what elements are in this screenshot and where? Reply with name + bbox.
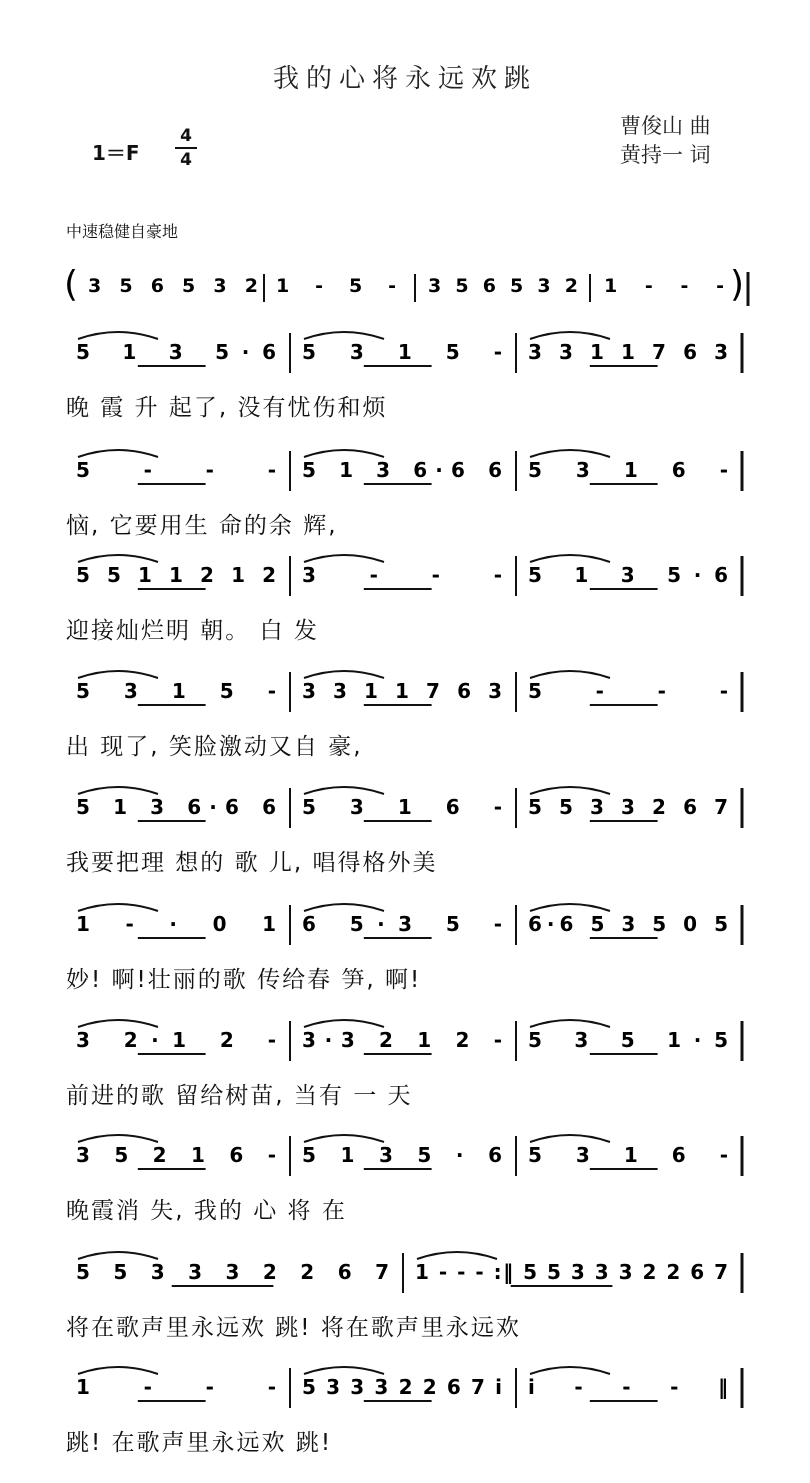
notation-row-4: [0, 664, 810, 726]
lyrics-row-2: 恼, 它要用生 命的余 辉,: [66, 513, 338, 539]
intro-measure-4: 1 - - -: [604, 275, 724, 297]
slur: [304, 904, 384, 911]
song-title: 我的心将永远欢跳: [272, 64, 537, 94]
intro-close-paren: ): [730, 264, 745, 305]
slur: [530, 1020, 610, 1027]
slur: [78, 1252, 158, 1259]
lyrics-row-7: 前进的歌 留给树苗, 当有 一 天: [66, 1083, 413, 1109]
measure-notes: 5 1 3 6·6 6: [76, 795, 276, 819]
slur: [78, 450, 158, 457]
score-row-9: [0, 1245, 810, 1355]
measure-notes: 5 1 3 5·6: [528, 563, 728, 587]
slur: [530, 1367, 610, 1374]
slur: [78, 787, 158, 794]
measure-notes: 5 3 3 3 2 2 6 7 i: [302, 1375, 502, 1399]
measure-notes: 5 3 5 1·5: [528, 1028, 728, 1052]
measure-notes: 5 - - -: [76, 458, 276, 482]
lyrics-row-3: 迎接灿烂明 朝。 白 发: [66, 618, 319, 644]
measure-notes: i - - - ‖: [528, 1375, 728, 1399]
score-row-6: [0, 897, 810, 1007]
slur: [530, 787, 610, 794]
measure-notes: 5 1 3 6·6 6: [302, 458, 502, 482]
measure-notes: 3 3 1 1 7 6 3: [302, 679, 502, 703]
intro-measure-3: 3 5 6 5 3 2: [428, 275, 578, 297]
slur: [78, 1367, 158, 1374]
lyrics-row-6: 妙! 啊!壮丽的歌 传给春 笋, 啊!: [66, 967, 422, 993]
lyricist-credit: 黄持一 词: [620, 143, 711, 167]
lyrics-row-8: 晚霞消 失, 我的 心 将 在: [66, 1198, 347, 1224]
measure-notes: 5 3 1 6 -: [528, 458, 728, 482]
lyrics-row-1: 晚 霞 升 起了, 没有忧伤和烦: [66, 395, 388, 421]
notation-row-10: [0, 1360, 810, 1422]
time-signature-top: 4: [180, 126, 192, 146]
slur: [304, 555, 384, 562]
measure-notes: 5 - - -: [528, 679, 728, 703]
measure-notes: 3 - - -: [302, 563, 502, 587]
notation-row-1: [0, 325, 810, 387]
notation-row-9: [0, 1245, 810, 1307]
time-signature: [175, 126, 197, 170]
measure-notes: 5 1 3 5 · 6: [302, 1143, 502, 1167]
measure-notes: 3 3 1 1 7 6 3: [528, 340, 728, 364]
time-signature-line: [175, 147, 197, 149]
slur: [78, 555, 158, 562]
measure-notes: 1 - · 0 1: [76, 912, 276, 936]
score-row-7: [0, 1013, 810, 1123]
measure-notes: 6·6 5 3 5 0 5: [528, 912, 728, 936]
notation-row-7: [0, 1013, 810, 1075]
lyrics-row-5: 我要把理 想的 歌 儿, 唱得格外美: [66, 850, 438, 876]
measure-notes: 5 1 3 5·6: [76, 340, 276, 364]
score-row-4: [0, 664, 810, 774]
score-row-1: [0, 325, 810, 435]
intro-measure-2: 1 - 5 -: [276, 275, 396, 297]
score-row-10: [0, 1360, 810, 1470]
measure-notes: 5 3 1 6 -: [302, 795, 502, 819]
slur: [78, 1020, 158, 1027]
notation-row-2: [0, 443, 810, 505]
slur: [78, 332, 158, 339]
slur: [417, 1252, 497, 1259]
intro-open-paren: (: [64, 264, 79, 305]
notation-row-8: [0, 1128, 810, 1190]
measure-notes: 1 - - - :‖ 5 5 3 3 3 2 2 6 7: [415, 1260, 728, 1284]
lyrics-row-9: 将在歌声里永远欢 跳! 将在歌声里永远欢: [66, 1315, 521, 1341]
notation-row-5: [0, 780, 810, 842]
measure-notes: 1 - - -: [76, 1375, 276, 1399]
slur: [78, 671, 158, 678]
slur: [304, 332, 384, 339]
score-row-8: [0, 1128, 810, 1238]
intro-measure-1: 3 5 6 5 3 2: [88, 275, 258, 297]
time-signature-bottom: 4: [180, 150, 192, 170]
slur: [304, 1135, 384, 1142]
measure-notes: 6 5·3 5 -: [302, 912, 502, 936]
slur: [304, 450, 384, 457]
slur: [304, 787, 384, 794]
intro-staff: [0, 262, 810, 312]
score-row-3: [0, 548, 810, 658]
measure-notes: 5 3 1 5 -: [302, 340, 502, 364]
slur: [304, 671, 384, 678]
slur: [304, 1020, 384, 1027]
measure-notes: 5 3 1 5 -: [76, 679, 276, 703]
composer-credit: 曹俊山 曲: [620, 114, 711, 138]
slur: [530, 671, 610, 678]
notation-row-6: [0, 897, 810, 959]
measure-notes: 5 5 1 1 2 1 2: [76, 563, 276, 587]
slur: [530, 450, 610, 457]
measure-notes: 5 5 3 3 2 6 7: [528, 795, 728, 819]
slur: [78, 1135, 158, 1142]
slur: [530, 904, 610, 911]
tempo-marking: 中速稳健自豪地: [66, 222, 179, 241]
measure-notes: 5 5 3 3 3 2 2 6 7: [76, 1260, 389, 1284]
measure-notes: 3 2·1 2 -: [76, 1028, 276, 1052]
lyrics-row-10: 跳! 在歌声里永远欢 跳!: [66, 1430, 333, 1456]
intro-svg: [0, 262, 810, 312]
measure-notes: 3 5 2 1 6 -: [76, 1143, 276, 1167]
key-signature: 1＝F: [92, 141, 140, 165]
slur: [530, 1135, 610, 1142]
slur: [304, 1367, 384, 1374]
lyrics-row-4: 出 现了, 笑脸激动又自 豪,: [66, 734, 363, 760]
notation-row-3: [0, 548, 810, 610]
slur: [530, 332, 610, 339]
score-row-5: [0, 780, 810, 890]
slur: [530, 555, 610, 562]
slur: [78, 904, 158, 911]
measure-notes: 3·3 2 1 2 -: [302, 1028, 502, 1052]
score-row-2: [0, 443, 810, 553]
measure-notes: 5 3 1 6 -: [528, 1143, 728, 1167]
